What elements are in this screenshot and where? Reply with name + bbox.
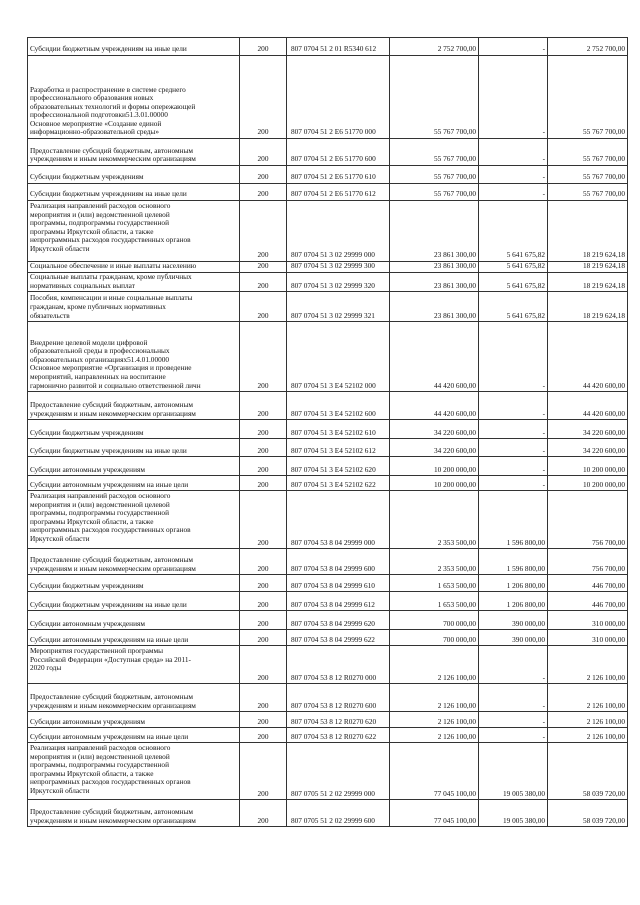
row-executed-amount: 19 005 380,00 — [479, 743, 548, 800]
row-executed-amount: 1 206 800,00 — [479, 592, 548, 611]
row-classification-code: 807 0704 51 3 Е4 52102 612 — [287, 439, 390, 457]
row-approved-amount: 23 861 300,00 — [390, 262, 479, 273]
row-description: Реализация направлений расходов основного мероприятия и (или) ведомственной целевой программы, подпрограммы государственной программы Иркутской области, а также непрограммных расходов государственных органов Иркутской области — [28, 201, 240, 262]
row-code: 200 — [240, 491, 287, 549]
row-classification-code: 807 0704 53 8 12 R0270 620 — [287, 712, 390, 728]
row-code: 200 — [240, 392, 287, 420]
row-approved-amount: 10 200 000,00 — [390, 457, 479, 476]
row-code: 200 — [240, 575, 287, 592]
row-description: Реализация направлений расходов основного мероприятия и (или) ведомственной целевой программы, подпрограммы государственной программы Иркутской области, а также непрограммных расходов государственных органов Иркутской области — [28, 491, 240, 549]
row-approved-amount: 2 752 700,00 — [390, 38, 479, 56]
table-row — [28, 457, 628, 476]
row-approved-amount: 55 767 700,00 — [390, 184, 479, 201]
row-remaining-amount: 310 000,00 — [548, 611, 628, 630]
row-code: 200 — [240, 166, 287, 184]
row-executed-amount: 1 596 800,00 — [479, 549, 548, 575]
row-classification-code: 807 0704 53 8 04 29999 000 — [287, 491, 390, 549]
row-executed-amount: 390 000,00 — [479, 611, 548, 630]
row-description: Предоставление субсидий бюджетным, автономным учреждениям и иным некоммерческим организациям — [28, 392, 240, 420]
row-code: 200 — [240, 743, 287, 800]
row-remaining-amount: 58 039 720,00 — [548, 800, 628, 827]
table-row — [28, 273, 628, 292]
row-description: Субсидии автономным учреждениям — [28, 457, 240, 476]
row-approved-amount: 700 000,00 — [390, 630, 479, 646]
row-code: 200 — [240, 800, 287, 827]
row-description: Субсидии бюджетным учреждениям — [28, 420, 240, 439]
row-classification-code: 807 0704 51 2 01 R5340 612 — [287, 38, 390, 56]
row-approved-amount: 55 767 700,00 — [390, 166, 479, 184]
row-executed-amount: - — [479, 646, 548, 684]
row-remaining-amount: 44 420 600,00 — [548, 322, 628, 392]
row-classification-code: 807 0704 51 3 Е4 52102 600 — [287, 392, 390, 420]
row-approved-amount: 2 126 100,00 — [390, 728, 479, 743]
table-row — [28, 646, 628, 684]
row-executed-amount: - — [479, 322, 548, 392]
row-approved-amount: 44 420 600,00 — [390, 322, 479, 392]
row-classification-code: 807 0704 53 8 12 R0270 000 — [287, 646, 390, 684]
row-classification-code: 807 0704 53 8 04 29999 610 — [287, 575, 390, 592]
row-executed-amount: 1 596 800,00 — [479, 491, 548, 549]
table-row — [28, 611, 628, 630]
row-executed-amount: - — [479, 38, 548, 56]
row-remaining-amount: 55 767 700,00 — [548, 166, 628, 184]
table-row — [28, 743, 628, 800]
row-description: Предоставление субсидий бюджетным, автономным учреждениям и иным некоммерческим организациям — [28, 139, 240, 166]
row-remaining-amount: 44 420 600,00 — [548, 392, 628, 420]
row-description: Субсидии бюджетным учреждениям на иные цели — [28, 592, 240, 611]
row-classification-code: 807 0704 51 3 02 29999 321 — [287, 292, 390, 322]
row-classification-code: 807 0704 51 2 Е6 51770 612 — [287, 184, 390, 201]
row-approved-amount: 34 220 600,00 — [390, 439, 479, 457]
row-executed-amount: 19 005 380,00 — [479, 800, 548, 827]
row-remaining-amount: 34 220 600,00 — [548, 420, 628, 439]
row-classification-code: 807 0704 51 2 Е6 51770 000 — [287, 56, 390, 139]
row-approved-amount: 2 353 500,00 — [390, 549, 479, 575]
row-remaining-amount: 34 220 600,00 — [548, 439, 628, 457]
row-classification-code: 807 0704 51 3 Е4 52102 620 — [287, 457, 390, 476]
row-classification-code: 807 0704 51 3 02 29999 000 — [287, 201, 390, 262]
row-executed-amount: 5 641 675,82 — [479, 292, 548, 322]
row-description: Разработка и распространение в системе среднего профессионального образования новых образовательных технологий и формы опережающей профессиональной подготовки51.3.01.00000 Основное мероприятие «Создание единой информационно-образовательной среды» — [28, 56, 240, 139]
row-classification-code: 807 0704 53 8 12 R0270 622 — [287, 728, 390, 743]
row-description: Субсидии автономным учреждениям — [28, 611, 240, 630]
row-description: Субсидии бюджетным учреждениям на иные цели — [28, 439, 240, 457]
row-description: Мероприятия государственной программы Российской Федерации «Доступная среда» на 2011- 2020 годы — [28, 646, 240, 684]
row-description: Предоставление субсидий бюджетным, автономным учреждениям и иным некоммерческим организациям — [28, 800, 240, 827]
row-approved-amount: 77 045 100,00 — [390, 743, 479, 800]
row-approved-amount: 1 653 500,00 — [390, 592, 479, 611]
row-description: Субсидии автономным учреждениям на иные цели — [28, 630, 240, 646]
row-code: 200 — [240, 457, 287, 476]
row-description: Реализация направлений расходов основного мероприятия и (или) ведомственной целевой программы, подпрограммы государственной программы Иркутской области, а также непрограммных расходов государственных органов Иркутской области — [28, 743, 240, 800]
row-code: 200 — [240, 611, 287, 630]
row-approved-amount: 1 653 500,00 — [390, 575, 479, 592]
row-code: 200 — [240, 56, 287, 139]
row-code: 200 — [240, 139, 287, 166]
row-approved-amount: 55 767 700,00 — [390, 139, 479, 166]
row-executed-amount: - — [479, 684, 548, 712]
row-code: 200 — [240, 322, 287, 392]
row-approved-amount: 2 126 100,00 — [390, 684, 479, 712]
row-classification-code: 807 0704 51 3 02 29999 300 — [287, 262, 390, 273]
row-classification-code: 807 0705 51 2 02 29999 000 — [287, 743, 390, 800]
row-description: Субсидии автономным учреждениям на иные цели — [28, 728, 240, 743]
row-classification-code: 807 0704 51 3 02 29999 320 — [287, 273, 390, 292]
row-remaining-amount: 55 767 700,00 — [548, 139, 628, 166]
row-remaining-amount: 2 126 100,00 — [548, 712, 628, 728]
row-approved-amount: 2 126 100,00 — [390, 646, 479, 684]
row-classification-code: 807 0704 51 2 Е6 51770 600 — [287, 139, 390, 166]
row-remaining-amount: 10 200 000,00 — [548, 457, 628, 476]
table-row — [28, 420, 628, 439]
table-row — [28, 728, 628, 743]
row-remaining-amount: 18 219 624,18 — [548, 262, 628, 273]
table-row — [28, 592, 628, 611]
row-executed-amount: - — [479, 712, 548, 728]
row-code: 200 — [240, 712, 287, 728]
row-classification-code: 807 0704 53 8 04 29999 612 — [287, 592, 390, 611]
row-remaining-amount: 2 126 100,00 — [548, 684, 628, 712]
row-code: 200 — [240, 184, 287, 201]
table-row — [28, 262, 628, 273]
row-description: Пособия, компенсации и иные социальные выплаты гражданам, кроме публичных нормативных обязательств — [28, 292, 240, 322]
row-approved-amount: 77 045 100,00 — [390, 800, 479, 827]
row-description: Субсидии автономным учреждениям — [28, 712, 240, 728]
row-remaining-amount: 18 219 624,18 — [548, 273, 628, 292]
row-classification-code: 807 0704 53 8 04 29999 622 — [287, 630, 390, 646]
table-row — [28, 322, 628, 392]
row-remaining-amount: 18 219 624,18 — [548, 201, 628, 262]
row-executed-amount: - — [479, 439, 548, 457]
row-executed-amount: - — [479, 139, 548, 166]
row-code: 200 — [240, 646, 287, 684]
row-code: 200 — [240, 549, 287, 575]
table-row — [28, 491, 628, 549]
row-code: 200 — [240, 38, 287, 56]
row-description: Субсидии бюджетным учреждениям на иные цели — [28, 38, 240, 56]
row-classification-code: 807 0705 51 2 02 29999 600 — [287, 800, 390, 827]
table-row — [28, 712, 628, 728]
budget-table — [27, 37, 628, 827]
table-row — [28, 139, 628, 166]
budget-table-body — [28, 38, 628, 827]
table-row — [28, 630, 628, 646]
table-row — [28, 201, 628, 262]
row-approved-amount: 700 000,00 — [390, 611, 479, 630]
row-remaining-amount: 2 126 100,00 — [548, 728, 628, 743]
row-description: Субсидии автономным учреждениям на иные цели — [28, 476, 240, 491]
table-row — [28, 184, 628, 201]
row-executed-amount: - — [479, 166, 548, 184]
row-code: 200 — [240, 292, 287, 322]
row-classification-code: 807 0704 51 3 Е4 52102 610 — [287, 420, 390, 439]
row-remaining-amount: 446 700,00 — [548, 575, 628, 592]
row-remaining-amount: 446 700,00 — [548, 592, 628, 611]
row-approved-amount: 23 861 300,00 — [390, 201, 479, 262]
table-row — [28, 166, 628, 184]
row-description: Социальное обеспечение и иные выплаты населению — [28, 262, 240, 273]
row-classification-code: 807 0704 53 8 12 R0270 600 — [287, 684, 390, 712]
row-approved-amount: 23 861 300,00 — [390, 273, 479, 292]
table-row — [28, 439, 628, 457]
row-remaining-amount: 756 700,00 — [548, 491, 628, 549]
row-code: 200 — [240, 262, 287, 273]
row-code: 200 — [240, 273, 287, 292]
row-executed-amount: - — [479, 392, 548, 420]
row-executed-amount: 5 641 675,82 — [479, 262, 548, 273]
row-executed-amount: - — [479, 56, 548, 139]
row-classification-code: 807 0704 53 8 04 29999 600 — [287, 549, 390, 575]
row-approved-amount: 2 353 500,00 — [390, 491, 479, 549]
row-approved-amount: 10 200 000,00 — [390, 476, 479, 491]
row-code: 200 — [240, 684, 287, 712]
row-description: Субсидии бюджетным учреждениям — [28, 575, 240, 592]
table-row — [28, 800, 628, 827]
row-classification-code: 807 0704 51 3 Е4 52102 622 — [287, 476, 390, 491]
row-remaining-amount: 2 126 100,00 — [548, 646, 628, 684]
row-remaining-amount: 2 752 700,00 — [548, 38, 628, 56]
row-description: Предоставление субсидий бюджетным, автономным учреждениям и иным некоммерческим организациям — [28, 684, 240, 712]
row-executed-amount: - — [479, 457, 548, 476]
table-row — [28, 56, 628, 139]
table-row — [28, 38, 628, 56]
row-approved-amount: 23 861 300,00 — [390, 292, 479, 322]
row-executed-amount: - — [479, 184, 548, 201]
row-description: Внедрение целевой модели цифровой образовательной среды в профессиональных образовательных организациях51.4.01.00000 Основное мероприятие «Организация и проведение мероприятий, направленных на воспитание гармонично развитой и социально ответственной личн — [28, 322, 240, 392]
row-approved-amount: 44 420 600,00 — [390, 392, 479, 420]
row-classification-code: 807 0704 51 2 Е6 51770 610 — [287, 166, 390, 184]
table-row — [28, 549, 628, 575]
row-classification-code: 807 0704 53 8 04 29999 620 — [287, 611, 390, 630]
row-description: Предоставление субсидий бюджетным, автономным учреждениям и иным некоммерческим организациям — [28, 549, 240, 575]
row-remaining-amount: 55 767 700,00 — [548, 56, 628, 139]
row-code: 200 — [240, 420, 287, 439]
table-row — [28, 392, 628, 420]
row-remaining-amount: 58 039 720,00 — [548, 743, 628, 800]
row-code: 200 — [240, 728, 287, 743]
row-executed-amount: 5 641 675,82 — [479, 273, 548, 292]
row-code: 200 — [240, 439, 287, 457]
row-code: 200 — [240, 201, 287, 262]
row-classification-code: 807 0704 51 3 Е4 52102 000 — [287, 322, 390, 392]
row-approved-amount: 34 220 600,00 — [390, 420, 479, 439]
row-code: 200 — [240, 476, 287, 491]
row-remaining-amount: 756 700,00 — [548, 549, 628, 575]
row-executed-amount: 5 641 675,82 — [479, 201, 548, 262]
row-description: Социальные выплаты гражданам, кроме публичных нормативных социальных выплат — [28, 273, 240, 292]
row-remaining-amount: 310 000,00 — [548, 630, 628, 646]
row-remaining-amount: 55 767 700,00 — [548, 184, 628, 201]
row-executed-amount: - — [479, 420, 548, 439]
row-executed-amount: 1 206 800,00 — [479, 575, 548, 592]
row-code: 200 — [240, 592, 287, 611]
row-remaining-amount: 10 200 000,00 — [548, 476, 628, 491]
row-code: 200 — [240, 630, 287, 646]
row-approved-amount: 55 767 700,00 — [390, 56, 479, 139]
row-executed-amount: - — [479, 728, 548, 743]
row-description: Субсидии бюджетным учреждениям на иные цели — [28, 184, 240, 201]
table-row — [28, 575, 628, 592]
row-description: Субсидии бюджетным учреждениям — [28, 166, 240, 184]
row-executed-amount: - — [479, 476, 548, 491]
table-row — [28, 476, 628, 491]
row-approved-amount: 2 126 100,00 — [390, 712, 479, 728]
table-row — [28, 292, 628, 322]
row-remaining-amount: 18 219 624,18 — [548, 292, 628, 322]
row-executed-amount: 390 000,00 — [479, 630, 548, 646]
table-row — [28, 684, 628, 712]
